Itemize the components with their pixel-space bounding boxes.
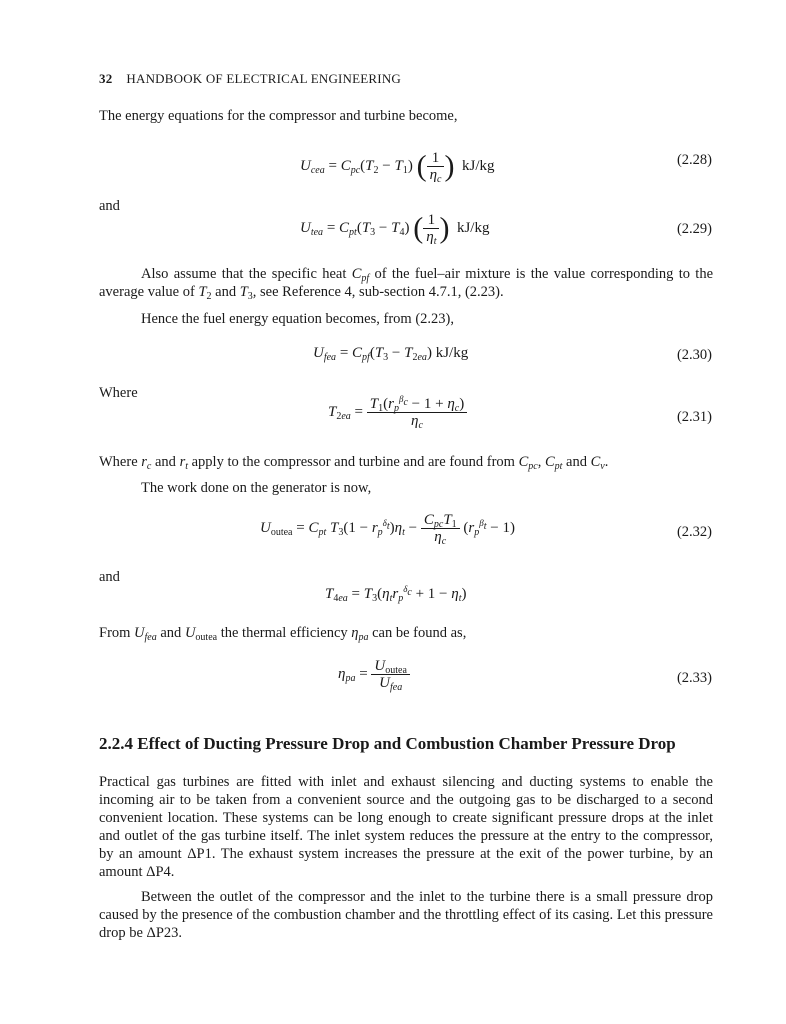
equation-2-29: $U_{tea} = C_{pt}(T_3 - T_4)$ ( $\frac{1}{\eta_t}$ ) kJ/kg (300, 211, 490, 247)
paragraph-hence: Hence the fuel energy equation becomes, from (2.23), (141, 311, 454, 327)
equation-number: (2.32) (676, 524, 712, 540)
equation-number: (2.30) (676, 347, 712, 363)
connector-text: and (99, 198, 120, 214)
section-heading: 2.2.4 Effect of Ducting Pressure Drop and Combustion Chamber Pressure Drop (99, 734, 676, 753)
unit-label: kJ/kg (456, 219, 490, 236)
equation-number: (2.28) (676, 152, 712, 168)
equation-number: (2.33) (676, 670, 712, 686)
running-title: HANDBOOK OF ELECTRICAL ENGINEERING (126, 71, 402, 86)
paragraph-assume: Also assume that the specific heat $C_{pf}$ of the fuel–air mixture is the value corresponding to the average value of $T_2$ and $T_3$, see Reference 4, sub-section 4.7.1, (2.23). (99, 266, 714, 302)
equation-number: (2.31) (676, 409, 712, 425)
equation-t4ea: $T_{4ea} = T_3(\eta_tr_p^{\delta_c} + 1 - \eta_t)$ (325, 584, 467, 604)
paragraph-where: Where $r_c$ and $r_t$ apply to the compressor and turbine and are found from $C_{pc}$, $C_{pt}$ and $C_v$. (99, 454, 609, 472)
connector-text: and (99, 569, 120, 585)
running-header (99, 71, 401, 87)
equation-2-28: $U_{cea} = C_{pc}(T_2 - T_1)$ ( $\frac{1}{\eta_c}$ ) kJ/kg (300, 149, 495, 185)
paragraph-from: From $U_{fea}$ and $U_{outea}$ the thermal efficiency $\eta_{pa}$ can be found as, (99, 625, 467, 643)
paragraph-work: The work done on the generator is now, (141, 480, 372, 496)
paragraph-pressure-drop: Between the outlet of the compressor and the inlet to the turbine there is a small pressure drop caused by the presence of the combustion chamber and the throttling effect of its casing. Let this pressure drop be ΔP23. (99, 889, 713, 941)
page-number: 32 (99, 71, 113, 86)
equation-number: (2.29) (676, 221, 712, 237)
equation-2-31: $T_{2ea}$ = $\frac{T_1(r_p^{\beta_c} - 1 + \eta_c)}{\eta_c}$ (328, 396, 467, 429)
unit-label: kJ/kg (461, 157, 495, 174)
intro-text: The energy equations for the compressor and turbine become, (99, 108, 458, 124)
equation-2-33: $\eta_{pa}$ = $\frac{U_{outea}}{U_{fea}}$ (338, 658, 410, 691)
connector-text: Where (99, 385, 138, 401)
equation-2-32: $U_{outea} = C_{pt}$ $T_3(1 - r_p^{\delta_t})\eta_t$ − $\frac{C_{pc}T_1}{\eta_c}$ $(r_p^{\beta_t} - 1)$ (260, 512, 515, 547)
paragraph-ducting: Practical gas turbines are fitted with inlet and exhaust silencing and ducting systems to enable the incoming air to be taken from a convenient source and the outgoing gas to be discharged to a second convenient location. These systems can be long enough to create significant pressure drops at the inlet and outlet of the gas turbine itself. The inlet system reduces the pressure at the entry to the compressor, by an amount ΔP1. The exhaust system increases the pressure at the exit of the power turbine, by an amount ΔP4. (99, 774, 713, 880)
equation-2-30: $U_{fea} = C_{pf}(T_3 - T_{2ea})$ kJ/kg (313, 345, 469, 363)
